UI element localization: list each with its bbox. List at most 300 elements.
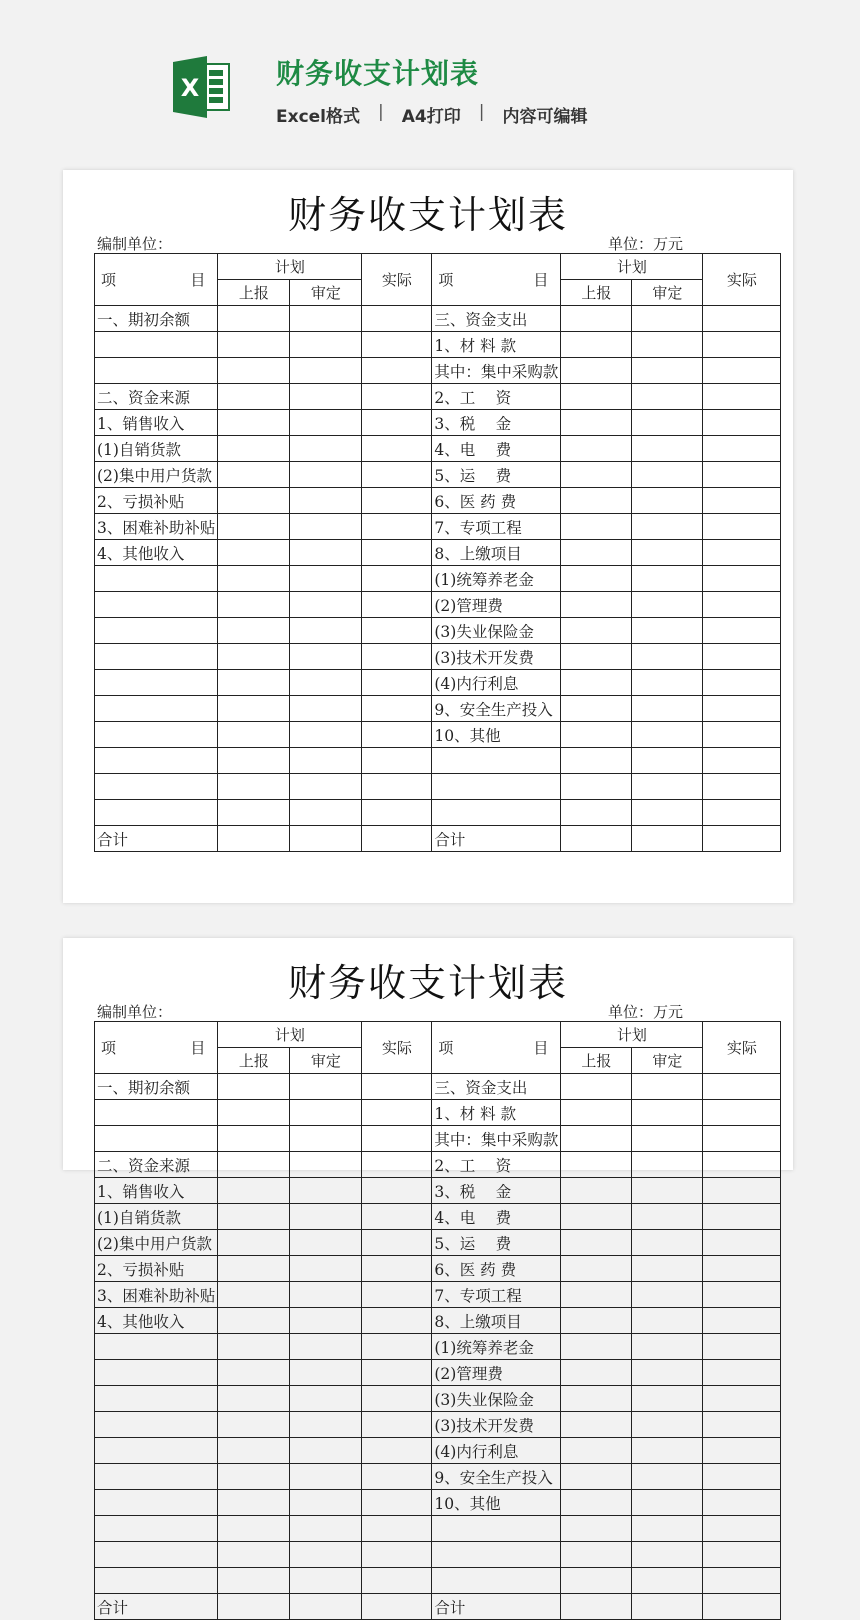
cell-value [362,748,432,774]
cell-value [218,644,290,670]
cell-value [703,1334,781,1360]
cell-value [561,540,632,566]
table-row [95,488,781,514]
cell-value [703,1568,781,1594]
cell-value [632,436,703,462]
cell-value [703,1516,781,1542]
cell-value [218,436,290,462]
cell-value [218,748,290,774]
cell-value [703,1594,781,1620]
cell-item-right: 三、资金支出 [432,306,561,332]
header-item [95,254,218,306]
cell-value [218,774,290,800]
cell-value [218,1516,290,1542]
cell-value [362,1594,432,1620]
cell-value [290,1282,362,1308]
header-item-char: 目 [190,271,206,289]
cell-value [561,436,632,462]
cell-value [290,1360,362,1386]
cell-value [632,332,703,358]
cell-value [703,1438,781,1464]
table-row [95,1126,781,1152]
cell-item-left: 合计 [95,826,218,852]
cell-item-right: 7、专项工程 [432,1282,561,1308]
cell-value [632,1516,703,1542]
header-approve: 审定 [290,280,362,306]
cell-value [632,618,703,644]
cell-item-left [95,1412,218,1438]
cell-item-left: 二、资金来源 [95,1152,218,1178]
cell-item-left: (1)自销货款 [95,436,218,462]
cell-value [632,306,703,332]
cell-value [362,1464,432,1490]
cell-item-left: 2、亏损补贴 [95,1256,218,1282]
cell-value [703,410,781,436]
cell-value [632,540,703,566]
cell-value [703,566,781,592]
header-item [95,1022,218,1074]
cell-value [362,1516,432,1542]
cell-value [218,1256,290,1282]
cell-value [362,1074,432,1100]
unit-label-left: 编制单位： [97,1003,173,1021]
cell-value [561,488,632,514]
cell-value [290,1594,362,1620]
cell-item-right: 4、电 费 [432,1204,561,1230]
cell-value [561,384,632,410]
cell-value [632,1282,703,1308]
document-title: 财务收支计划表 [287,961,568,1005]
cell-item-right: 1、材 料 款 [432,1100,561,1126]
cell-value [290,332,362,358]
cell-value [362,1282,432,1308]
header-approve: 审定 [632,1048,703,1074]
cell-value [218,800,290,826]
cell-value [561,1568,632,1594]
cell-value [218,722,290,748]
cell-value [290,1438,362,1464]
cell-value [703,306,781,332]
cell-value [632,1412,703,1438]
cell-value [632,592,703,618]
header-approve: 审定 [632,280,703,306]
table-row [95,1230,781,1256]
table-row [95,358,781,384]
cell-value [218,332,290,358]
cell-value [362,488,432,514]
cell-value [290,1152,362,1178]
cell-value [632,1178,703,1204]
cell-item-left [95,1516,218,1542]
header-actual: 实际 [362,254,432,306]
header-item-char: 目 [533,1039,549,1057]
cell-value [362,384,432,410]
cell-value [703,1100,781,1126]
cell-value [561,670,632,696]
cell-value [362,436,432,462]
cell-value [561,1516,632,1542]
table-row [95,332,781,358]
cell-value [362,462,432,488]
table-row [95,1152,781,1178]
cell-value [703,1178,781,1204]
cell-value [218,670,290,696]
header-approve: 审定 [290,1048,362,1074]
cell-value [290,1412,362,1438]
cell-value [290,800,362,826]
unit-label-right: 单位：万元 [608,235,684,253]
header-report: 上报 [218,1048,290,1074]
cell-value [218,1152,290,1178]
table-row [95,1334,781,1360]
cell-value [561,748,632,774]
cell-item-left [95,592,218,618]
cell-item-right: (3)技术开发费 [432,644,561,670]
cell-item-right: (4)内行利息 [432,1438,561,1464]
cell-value [290,696,362,722]
cell-item-right: 其中：集中采购款 [432,1126,561,1152]
cell-value [632,1074,703,1100]
cell-value [561,800,632,826]
header-item [432,254,561,306]
cell-item-right [432,748,561,774]
header-item [432,1022,561,1074]
cell-value [561,306,632,332]
cell-value [632,1360,703,1386]
cell-value [218,1334,290,1360]
cell-value [290,592,362,618]
cell-value [561,1100,632,1126]
cell-value [290,1204,362,1230]
cell-value [632,748,703,774]
cell-item-right: 合计 [432,1594,561,1620]
cell-value [632,1126,703,1152]
cell-value [290,1542,362,1568]
cell-value [218,618,290,644]
cell-value [632,826,703,852]
cell-value [561,644,632,670]
cell-item-right [432,1542,561,1568]
cell-value [703,1256,781,1282]
table-row [95,306,781,332]
cell-value [561,1412,632,1438]
cell-value [632,514,703,540]
header-row [95,1022,781,1048]
table-row [95,1074,781,1100]
cell-value [218,1464,290,1490]
cell-item-right: 7、专项工程 [432,514,561,540]
cell-item-left [95,358,218,384]
cell-value [703,540,781,566]
cell-item-left [95,1100,218,1126]
cell-value [218,306,290,332]
cell-item-left [95,332,218,358]
cell-value [632,410,703,436]
cell-value [218,410,290,436]
table-row [95,826,781,852]
header-actual: 实际 [362,1022,432,1074]
cell-value [362,1256,432,1282]
cell-value [703,1074,781,1100]
cell-value [362,1126,432,1152]
cell-value [218,566,290,592]
cell-item-left [95,670,218,696]
cell-item-left [95,1438,218,1464]
header-plan: 计划 [218,1022,362,1048]
cell-value [632,384,703,410]
cell-item-right: 9、安全生产投入 [432,696,561,722]
cell-value [703,1282,781,1308]
cell-value [703,514,781,540]
sheet-preview-1 [63,170,793,903]
cell-item-left: (2)集中用户货款 [95,462,218,488]
cell-value [290,384,362,410]
cell-value [703,1126,781,1152]
cell-value [362,540,432,566]
cell-value [561,410,632,436]
cell-item-left: 一、期初余额 [95,306,218,332]
cell-item-right: 1、材 料 款 [432,332,561,358]
cell-item-left [95,644,218,670]
cell-value [632,358,703,384]
cell-item-right: 6、医 药 费 [432,488,561,514]
cell-value [632,1308,703,1334]
table-row [95,1360,781,1386]
sheet-preview-2 [63,938,793,1617]
cell-value [290,566,362,592]
cell-value [218,1386,290,1412]
table-row [95,1386,781,1412]
cell-value [290,670,362,696]
cell-value [290,1490,362,1516]
format-tags [276,102,587,127]
cell-value [632,774,703,800]
cell-value [362,592,432,618]
cell-value [362,1100,432,1126]
cell-item-right: (2)管理费 [432,592,561,618]
cell-value [218,1178,290,1204]
cell-item-right: (3)失业保险金 [432,1386,561,1412]
table-row [95,462,781,488]
cell-value [561,774,632,800]
cell-value [632,1490,703,1516]
cell-value [561,1230,632,1256]
excel-icon [171,56,233,118]
table-row [95,1464,781,1490]
cell-value [703,1152,781,1178]
cell-value [290,436,362,462]
table-row [95,1308,781,1334]
cell-value [561,1256,632,1282]
cell-item-left: 3、困难补助补贴 [95,514,218,540]
cell-value [218,1204,290,1230]
cell-item-left [95,774,218,800]
cell-value [218,540,290,566]
cell-item-left [95,1386,218,1412]
cell-item-left [95,696,218,722]
cell-item-left [95,1568,218,1594]
cell-value [632,1438,703,1464]
cell-value [290,1256,362,1282]
cell-item-right: 3、税 金 [432,1178,561,1204]
logo-letter: X [180,74,200,102]
cell-item-right: 8、上缴项目 [432,540,561,566]
cell-value [218,1308,290,1334]
separator: | [378,102,384,122]
cell-value [561,1542,632,1568]
header-item-char: 目 [533,271,549,289]
table-row [95,1568,781,1594]
cell-value [632,1204,703,1230]
cell-value [362,644,432,670]
cell-item-right: 2、工 资 [432,384,561,410]
header-report: 上报 [561,1048,632,1074]
cell-value [290,462,362,488]
cell-item-right: 5、运 费 [432,1230,561,1256]
cell-value [632,1386,703,1412]
cell-value [290,1074,362,1100]
table-row [95,1100,781,1126]
cell-item-left [95,1542,218,1568]
cell-value [632,1594,703,1620]
cell-value [362,1230,432,1256]
table-row [95,1282,781,1308]
cell-value [218,1100,290,1126]
cell-value [703,1490,781,1516]
cell-value [290,748,362,774]
cell-value [632,696,703,722]
cell-value [632,1230,703,1256]
cell-value [362,566,432,592]
cell-value [362,1542,432,1568]
table-row [95,436,781,462]
header-actual: 实际 [703,1022,781,1074]
header-plan: 计划 [218,254,362,280]
cell-item-left [95,800,218,826]
table-row [95,696,781,722]
cell-value [290,1230,362,1256]
cell-value [290,488,362,514]
table-row [95,722,781,748]
table-row [95,774,781,800]
table-row [95,410,781,436]
header-plan: 计划 [561,1022,703,1048]
cell-value [290,1464,362,1490]
cell-value [561,1126,632,1152]
table-row [95,1256,781,1282]
cell-value [632,670,703,696]
header-plan: 计划 [561,254,703,280]
cell-value [290,1334,362,1360]
cell-item-right [432,800,561,826]
cell-item-right: 8、上缴项目 [432,1308,561,1334]
cell-value [632,1542,703,1568]
cell-value [362,670,432,696]
cell-value [362,1204,432,1230]
cell-item-left: 2、亏损补贴 [95,488,218,514]
cell-value [561,1438,632,1464]
table-row [95,1412,781,1438]
cell-value [561,1386,632,1412]
cell-value [362,618,432,644]
cell-item-right: (1)统筹养老金 [432,1334,561,1360]
cell-value [290,1568,362,1594]
cell-value [561,1360,632,1386]
cell-value [218,462,290,488]
cell-value [362,774,432,800]
cell-value [632,1152,703,1178]
table-row [95,1542,781,1568]
cell-value [290,306,362,332]
cell-value [290,722,362,748]
cell-item-left [95,1490,218,1516]
cell-value [362,1490,432,1516]
cell-value [632,1100,703,1126]
cell-value [632,1334,703,1360]
cell-value [561,696,632,722]
cell-value [632,462,703,488]
cell-value [290,1386,362,1412]
cell-value [362,1568,432,1594]
cell-item-right: 10、其他 [432,722,561,748]
cell-value [290,1178,362,1204]
cell-item-right: 6、医 药 费 [432,1256,561,1282]
cell-item-right: (2)管理费 [432,1360,561,1386]
cell-value [703,826,781,852]
cell-item-left: 二、资金来源 [95,384,218,410]
cell-value [703,1412,781,1438]
cell-value [703,592,781,618]
cell-value [362,826,432,852]
header-actual: 实际 [703,254,781,306]
cell-value [362,1412,432,1438]
table-row [95,748,781,774]
cell-value [561,592,632,618]
cell-value [362,1178,432,1204]
cell-value [218,826,290,852]
cell-item-left [95,1334,218,1360]
table-row [95,540,781,566]
cell-value [703,618,781,644]
cell-value [218,514,290,540]
cell-item-left: 1、销售收入 [95,410,218,436]
cell-value [703,1230,781,1256]
finance-table [94,1021,781,1620]
cell-value [561,566,632,592]
cell-value [632,800,703,826]
cell-value [632,1568,703,1594]
cell-value [218,384,290,410]
cell-value [362,306,432,332]
page-title: 财务收支计划表 [276,57,480,90]
cell-value [218,488,290,514]
tag-excel: Excel格式 [276,107,361,127]
table-row [95,618,781,644]
table-row [95,1594,781,1620]
cell-value [362,1308,432,1334]
cell-item-right: 5、运 费 [432,462,561,488]
cell-item-right [432,774,561,800]
cell-value [632,488,703,514]
separator: | [478,102,485,122]
cell-value [218,696,290,722]
cell-value [703,358,781,384]
cell-value [362,696,432,722]
cell-value [362,1438,432,1464]
cell-value [703,1360,781,1386]
cell-value [290,410,362,436]
cell-value [218,358,290,384]
